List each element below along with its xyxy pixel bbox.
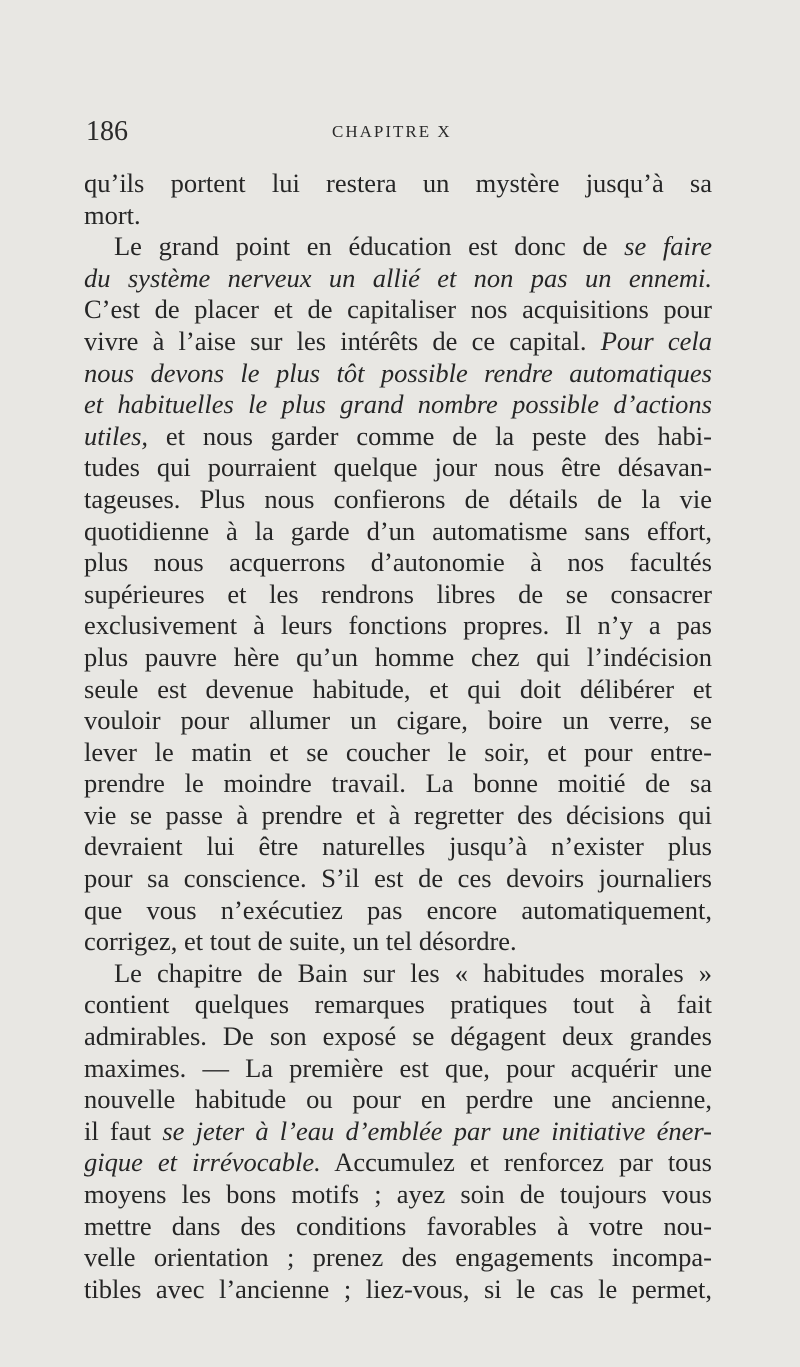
- text-line: [84, 926, 712, 958]
- text-segment: devraient lui être naturelles jusqu’à n’exister plus: [84, 831, 712, 862]
- text-line: [84, 1021, 712, 1053]
- text-line: [84, 958, 712, 990]
- text-line: [84, 1211, 712, 1243]
- text-segment: exclusivement à leurs fonctions propres. Il n’y a pas: [84, 610, 712, 641]
- text-segment: tageuses. Plus nous confierons de détails de la vie: [84, 483, 712, 514]
- text-line: [84, 1179, 712, 1211]
- text-line: [84, 231, 712, 263]
- italic-text: du système nerveux un allié et non pas un ennemi.: [84, 262, 712, 293]
- page-number: 186: [86, 116, 128, 147]
- text-segment: tudes qui pourraient quelque jour nous être désavan-: [84, 452, 712, 483]
- text-segment: nouvelle habitude ou pour en perdre une ancienne,: [84, 1084, 712, 1115]
- text-line: [84, 579, 712, 611]
- text-segment: vie se passe à prendre et à regretter des décisions qui: [84, 799, 712, 830]
- text-segment: mettre dans des conditions favorables à votre nou-: [84, 1210, 712, 1241]
- text-segment: Accumulez et renforcez par tous: [320, 1147, 712, 1178]
- text-segment: pour sa conscience. S’il est de ces devoirs journaliers: [84, 863, 712, 894]
- text-line: [84, 610, 712, 642]
- text-line: [84, 989, 712, 1021]
- italic-text: et habituelles le plus grand nombre possible d’actions: [84, 389, 712, 420]
- text-segment: vouloir pour allumer un cigare, boire un verre, se: [84, 705, 712, 736]
- text-line: [84, 168, 712, 200]
- italic-text: utiles,: [84, 420, 149, 451]
- text-line: [84, 674, 712, 706]
- text-segment: il faut: [84, 1115, 163, 1146]
- body-text: [84, 168, 712, 1305]
- text-line: [84, 1147, 712, 1179]
- text-segment: lever le matin et se coucher le soir, et pour entre-: [84, 736, 712, 767]
- text-segment: tibles avec l’ancienne ; liez-vous, si le cas le permet,: [84, 1273, 712, 1304]
- italic-text: se faire: [624, 231, 712, 262]
- text-segment: Le chapitre de Bain sur les « habitudes morales »: [114, 957, 712, 988]
- text-line: [84, 1116, 712, 1148]
- text-line: [84, 737, 712, 769]
- text-line: [84, 516, 712, 548]
- text-line: [84, 389, 712, 421]
- text-segment: que vous n’exécutiez pas encore automatiquement,: [84, 894, 712, 925]
- text-segment: plus pauvre hère qu’un homme chez qui l’indécision: [84, 641, 712, 672]
- text-line: [84, 484, 712, 516]
- text-line: [84, 800, 712, 832]
- text-segment: Le grand point en éducation est donc de: [114, 231, 625, 262]
- running-title: CHAPITRE X: [332, 122, 452, 141]
- text-line: [84, 895, 712, 927]
- text-line: [84, 1274, 712, 1306]
- text-segment: maximes. — La première est que, pour acquérir une: [84, 1052, 712, 1083]
- text-line: [84, 1084, 712, 1116]
- text-line: [84, 768, 712, 800]
- page-header: [86, 116, 712, 156]
- text-segment: moyens les bons motifs ; ayez soin de toujours vous: [84, 1179, 712, 1209]
- text-line: [84, 294, 712, 326]
- italic-text: Pour cela: [600, 325, 712, 356]
- text-line: [84, 863, 712, 895]
- text-line: [84, 642, 712, 674]
- text-line: [84, 831, 712, 863]
- text-segment: et nous garder comme de la peste des habi-: [148, 420, 712, 451]
- text-line: [84, 705, 712, 737]
- text-line: [84, 547, 712, 579]
- italic-text: nous devons le plus tôt possible rendre automatiques: [84, 357, 712, 388]
- text-segment: plus nous acquerrons d’autonomie à nos facultés: [84, 547, 712, 578]
- text-segment: admirables. De son exposé se dégagent deux grandes: [84, 1021, 712, 1052]
- text-segment: contient quelques remarques pratiques tout à fait: [84, 989, 712, 1020]
- text-line: [84, 200, 712, 232]
- italic-text: gique et irrévocable.: [84, 1147, 321, 1178]
- text-line: [84, 358, 712, 390]
- text-segment: C’est de placer et de capitaliser nos acquisitions pour: [84, 294, 712, 325]
- text-line: [84, 326, 712, 358]
- text-line: [84, 1053, 712, 1085]
- text-segment: supérieures et les rendrons libres de se consacrer: [84, 578, 712, 609]
- italic-text: se jeter à l’eau d’emblée par une initiative éner-: [162, 1115, 712, 1146]
- text-segment: vivre à l’aise sur les intérêts de ce capital.: [84, 325, 601, 356]
- text-line: [84, 452, 712, 484]
- text-segment: prendre le moindre travail. La bonne moitié de sa: [84, 768, 712, 799]
- text-segment: mort.: [84, 199, 141, 230]
- text-segment: velle orientation ; prenez des engagements incompa-: [84, 1242, 712, 1273]
- text-segment: seule est devenue habitude, et qui doit délibérer et: [84, 673, 712, 704]
- text-segment: corrigez, et tout de suite, un tel désordre.: [84, 926, 517, 957]
- text-segment: qu’ils portent lui restera un mystère jusqu’à sa: [84, 168, 712, 198]
- text-segment: quotidienne à la garde d’un automatisme sans effort,: [84, 515, 712, 546]
- text-line: [84, 1242, 712, 1274]
- text-line: [84, 421, 712, 453]
- text-line: [84, 263, 712, 295]
